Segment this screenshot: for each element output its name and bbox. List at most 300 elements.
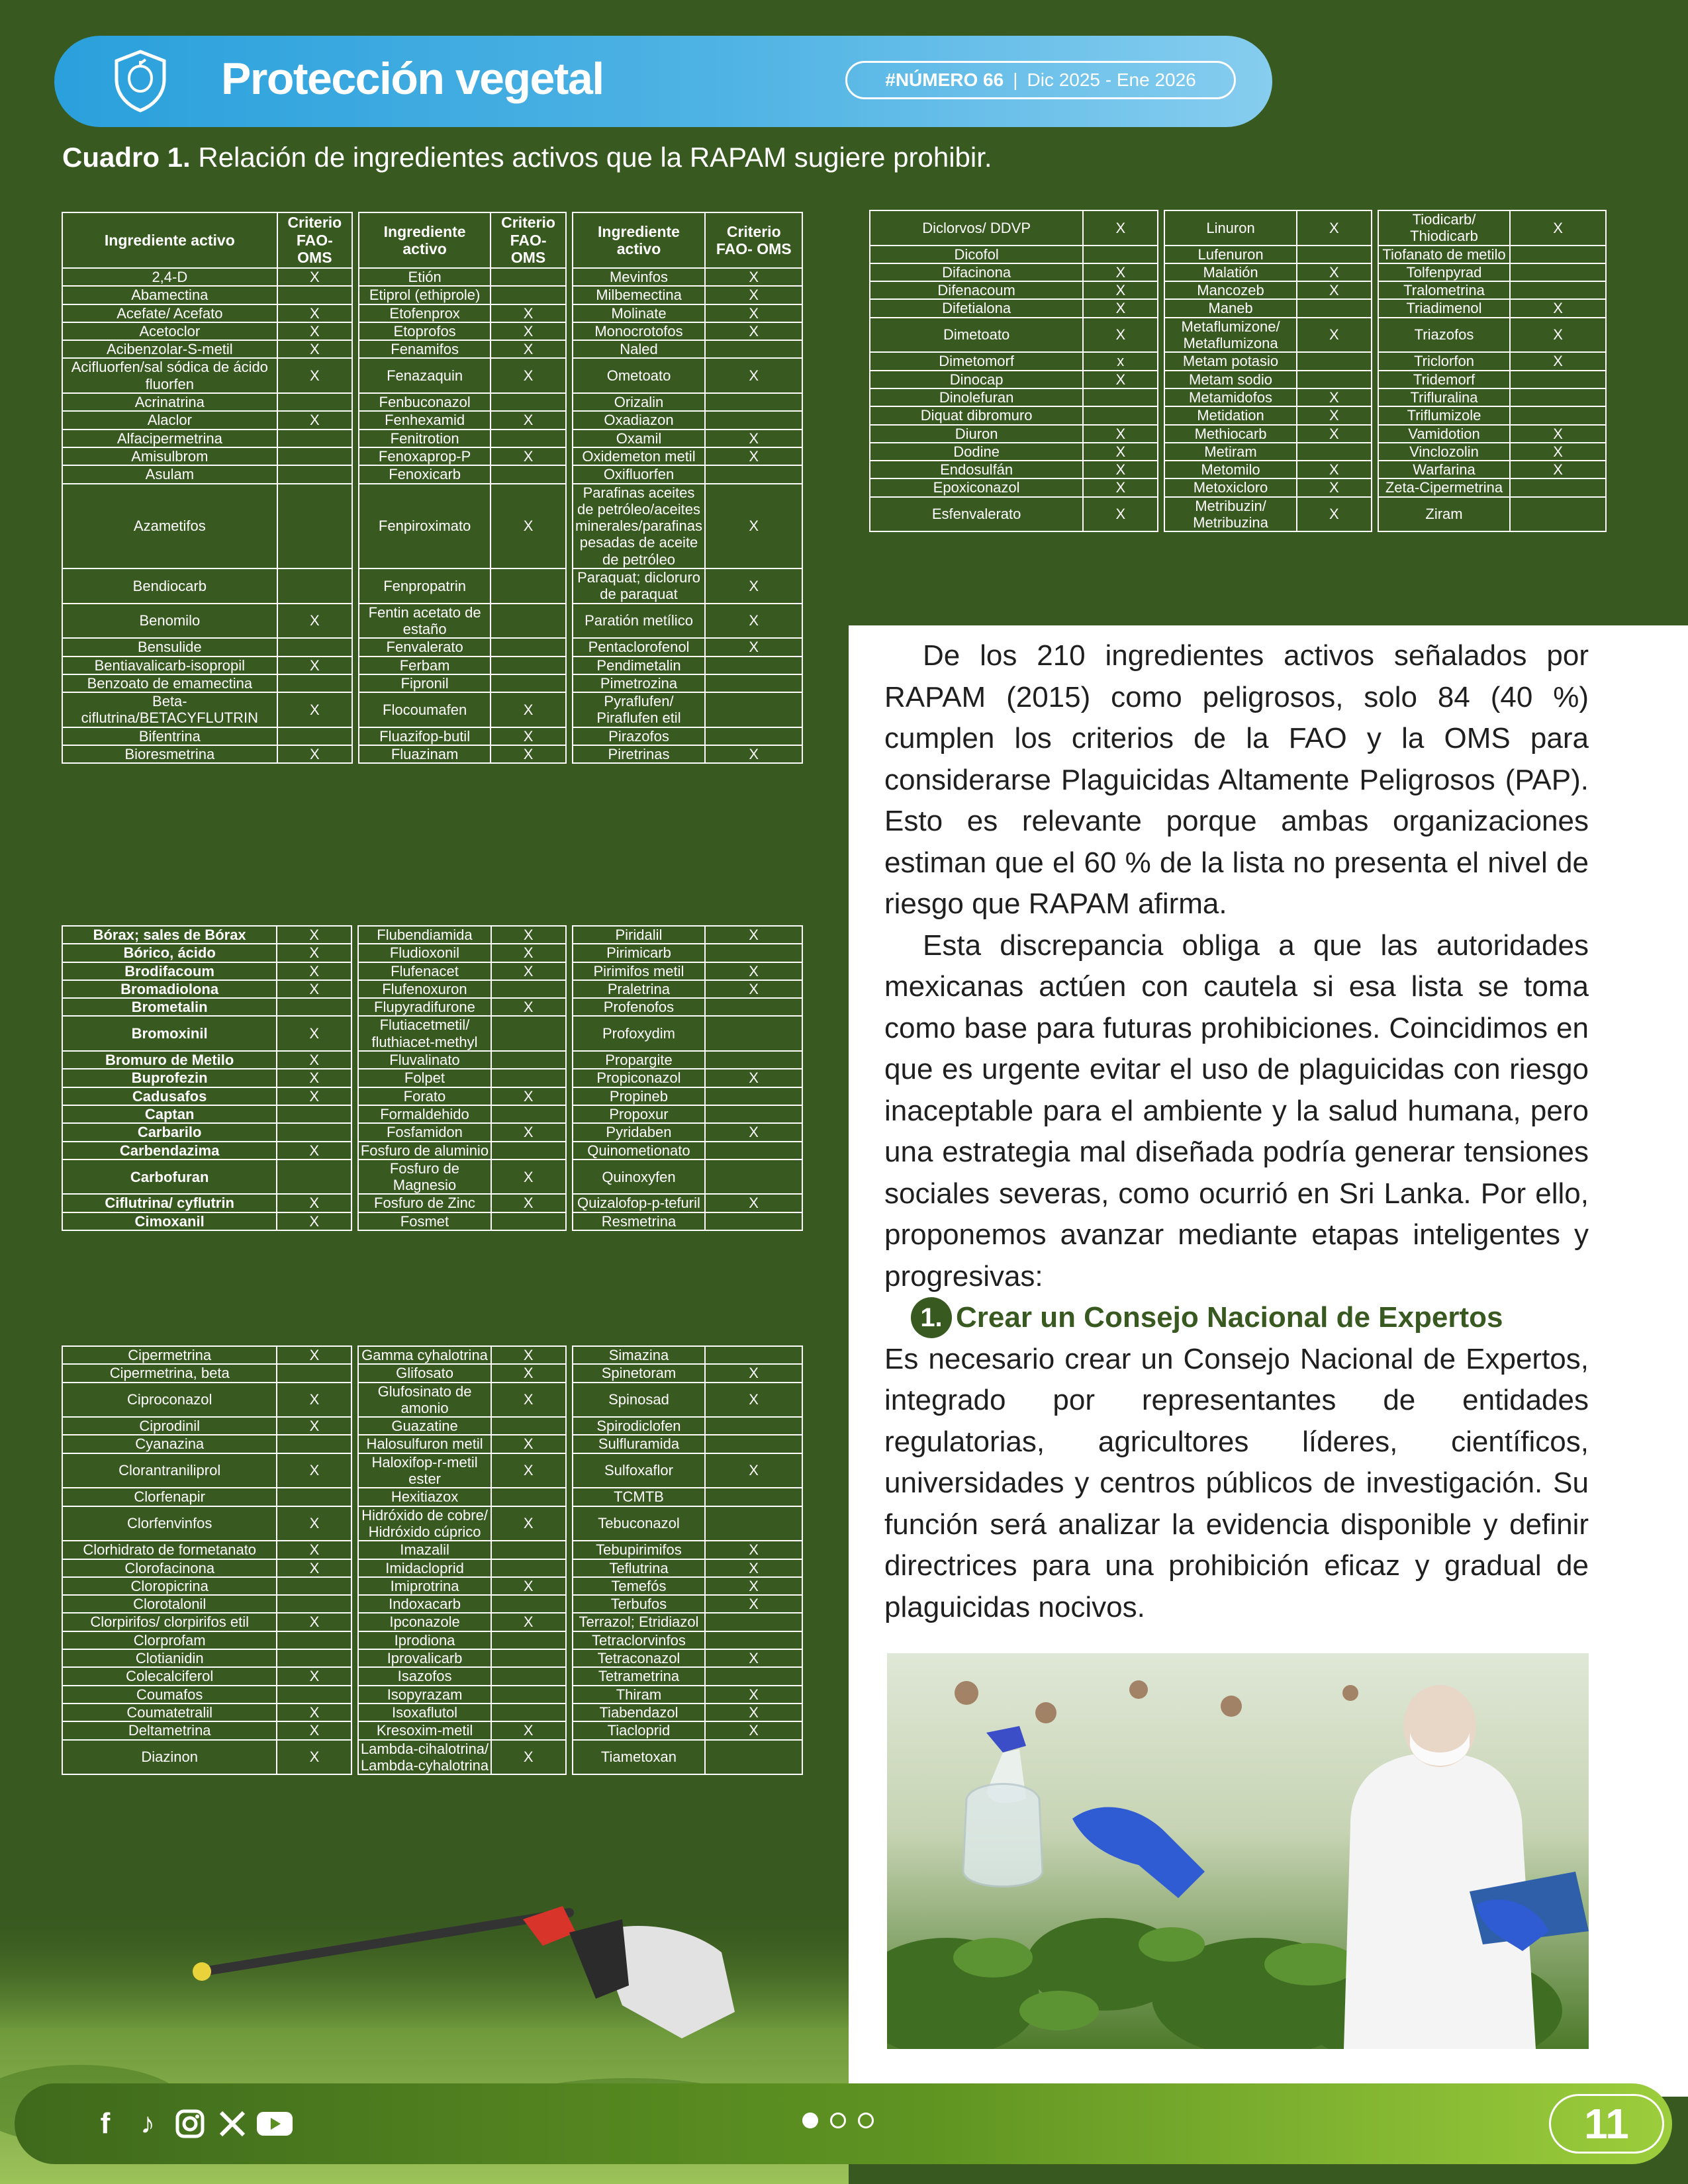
ingredient-cell: Fenoxaprop-P	[359, 447, 491, 465]
ingredient-cell: Bendiocarb	[62, 569, 277, 604]
criterion-cell	[705, 1667, 802, 1685]
criterion-cell: X	[1083, 299, 1158, 317]
ingredient-cell: Ciflutrina/ cyflutrin	[62, 1194, 277, 1212]
criterion-cell: X	[1510, 425, 1606, 443]
criterion-cell	[277, 1631, 352, 1649]
criterion-cell	[705, 674, 802, 692]
criterion-cell: X	[277, 322, 352, 340]
criterion-cell	[705, 692, 802, 727]
criterion-cell: X	[491, 1160, 566, 1195]
ingredient-cell: Ciprodinil	[62, 1417, 277, 1435]
table-row	[870, 371, 1606, 388]
table-row	[62, 393, 802, 411]
criterion-cell: X	[705, 1194, 802, 1212]
page-number: 11	[1549, 2094, 1664, 2154]
ingredient-cell: Fenvalerato	[359, 638, 491, 656]
criterion-cell	[277, 638, 352, 656]
ingredient-cell: Tralometrina	[1378, 281, 1510, 299]
ingredient-cell: Diquat dibromuro	[870, 406, 1083, 424]
criterion-cell	[277, 1595, 352, 1613]
criterion-cell	[1510, 281, 1606, 299]
ingredient-cell: Temefós	[573, 1577, 705, 1595]
criterion-cell: X	[491, 447, 565, 465]
criterion-cell: X	[1297, 478, 1372, 496]
ingredient-cell: Clorprofam	[62, 1631, 277, 1649]
criterion-cell: X	[1083, 281, 1158, 299]
ingredient-cell: Flocoumafen	[359, 692, 491, 727]
ingredient-cell: Fluvalinato	[358, 1051, 491, 1069]
issue-date: Dic 2025 - Ene 2026	[1027, 69, 1196, 90]
criterion-cell: X	[491, 926, 566, 944]
criterion-cell: X	[277, 1417, 352, 1435]
criterion-cell	[491, 1488, 566, 1506]
table-row	[62, 980, 802, 998]
ingredient-cell: Esfenvalerato	[870, 497, 1083, 532]
criterion-cell: X	[705, 322, 802, 340]
ingredient-cell: Terrazol; Etridiazol	[573, 1613, 705, 1631]
ingredient-cell: Metidation	[1164, 406, 1297, 424]
criterion-cell	[277, 1577, 352, 1595]
table-row	[870, 299, 1606, 317]
ingredient-cell: Lambda-cihalotrina/ Lambda-cyhalotrina	[358, 1740, 491, 1775]
ingredient-cell: Amisulbrom	[62, 447, 277, 465]
ingredient-cell: Profoxydim	[573, 1016, 706, 1051]
header-criterion: Criterio FAO- OMS	[705, 212, 802, 268]
criterion-cell: X	[1297, 406, 1372, 424]
criterion-cell	[491, 268, 565, 286]
issue-number: #NÚMERO 66	[885, 69, 1004, 90]
criterion-cell: X	[1083, 425, 1158, 443]
caption-label: Cuadro 1.	[62, 142, 191, 173]
criterion-cell: X	[1083, 263, 1158, 281]
ingredient-cell: Oxidemeton metil	[573, 447, 706, 465]
criterion-cell: X	[491, 1346, 566, 1364]
ingredient-cell: Gamma cyhalotrina	[358, 1346, 491, 1364]
criterion-cell	[491, 1069, 566, 1087]
ingredient-cell: Spinetoram	[573, 1364, 705, 1382]
criterion-cell: X	[491, 340, 565, 358]
ingredient-cell: Propiconazol	[573, 1069, 706, 1087]
ingredient-cell: Glufosinato de amonio	[358, 1383, 491, 1418]
table-caption	[62, 142, 992, 173]
criterion-cell	[1083, 388, 1158, 406]
ingredient-cell: Beta-ciflutrina/BETACYFLUTRIN	[62, 692, 277, 727]
criterion-cell: X	[277, 1142, 352, 1160]
ingredient-cell: Zeta-Cipermetrina	[1378, 478, 1510, 496]
ingredient-cell: Metribuzin/ Metribuzina	[1164, 497, 1297, 532]
ingredient-cell: Kresoxim-metil	[358, 1721, 491, 1739]
ingredient-cell: Bromoxinil	[62, 1016, 277, 1051]
table-row	[62, 1686, 802, 1704]
criterion-cell: X	[491, 1087, 566, 1105]
table-row	[62, 1488, 802, 1506]
ingredient-cell: Fenbuconazol	[359, 393, 491, 411]
criterion-cell: X	[277, 944, 352, 962]
ingredient-cell: Tiofanato de metilo	[1378, 246, 1510, 263]
criterion-cell: X	[705, 926, 802, 944]
ingredient-cell: Bensulide	[62, 638, 277, 656]
section-title: Protección vegetal	[221, 54, 604, 104]
table-row	[62, 1740, 802, 1775]
header-criterion: Criterio FAO- OMS	[491, 212, 565, 268]
ingredient-cell: Fenpropatrin	[359, 569, 491, 604]
criterion-cell: X	[705, 286, 802, 304]
table-row	[62, 340, 802, 358]
criterion-cell: X	[491, 727, 565, 745]
ingredient-cell: Benomilo	[62, 604, 277, 639]
ingredient-cell: Asulam	[62, 465, 277, 483]
ingredient-cell: Ipconazole	[358, 1613, 491, 1631]
ingredient-cell: Acibenzolar-S-metil	[62, 340, 277, 358]
table-row	[62, 1541, 802, 1559]
criterion-cell: X	[277, 1740, 352, 1775]
table-row	[62, 1346, 802, 1364]
table-row	[62, 1577, 802, 1595]
criterion-cell	[705, 1016, 802, 1051]
ingredient-cell: Deltametrina	[62, 1721, 277, 1739]
criterion-cell	[1510, 263, 1606, 281]
ingredient-cell: Triadimenol	[1378, 299, 1510, 317]
ingredient-cell: Piretrinas	[573, 745, 706, 763]
ingredient-cell: Abamectina	[62, 286, 277, 304]
criterion-cell: X	[705, 980, 802, 998]
criterion-cell	[1510, 497, 1606, 532]
ingredient-cell: Clorfenapir	[62, 1488, 277, 1506]
criterion-cell	[705, 1087, 802, 1105]
pager-dot[interactable]	[830, 2113, 846, 2128]
table-row	[62, 1142, 802, 1160]
table-row	[870, 281, 1606, 299]
criterion-cell	[705, 340, 802, 358]
ingredient-cell: Vamidotion	[1378, 425, 1510, 443]
criterion-cell: X	[1083, 497, 1158, 532]
criterion-cell	[1297, 443, 1372, 461]
criterion-cell	[491, 393, 565, 411]
criterion-cell: X	[491, 692, 565, 727]
ingredient-cell: Cloropicrina	[62, 1577, 277, 1595]
ingredient-cell: Colecalciferol	[62, 1667, 277, 1685]
ingredient-cell: Diazinon	[62, 1740, 277, 1775]
ingredient-cell: Bórico, ácido	[62, 944, 277, 962]
issue-separator: |	[1013, 69, 1018, 90]
criterion-cell	[491, 1649, 566, 1667]
ingredient-cell: Ziram	[1378, 497, 1510, 532]
tiktok-icon[interactable]: ♪	[140, 2107, 155, 2140]
criterion-cell: X	[705, 484, 802, 569]
ingredient-cell: Fentin acetato de estaño	[359, 604, 491, 639]
table-row	[62, 1016, 802, 1051]
ingredient-cell: Dicofol	[870, 246, 1083, 263]
ingredient-cell: Tetraclorvinfos	[573, 1631, 705, 1649]
table-row	[62, 430, 802, 447]
ingredient-cell: Fenitrotion	[359, 430, 491, 447]
page-indicator	[802, 2113, 874, 2128]
criterion-cell: X	[491, 998, 566, 1016]
ingredient-cell: Bifentrina	[62, 727, 277, 745]
criterion-cell: X	[705, 430, 802, 447]
criterion-cell	[277, 484, 352, 569]
table-row	[62, 1704, 802, 1721]
table-row	[62, 1453, 802, 1488]
criterion-cell: X	[705, 962, 802, 980]
criterion-cell	[491, 286, 565, 304]
criterion-cell: X	[491, 1740, 566, 1775]
criterion-cell: X	[705, 1577, 802, 1595]
criterion-cell	[705, 998, 802, 1016]
criterion-cell: X	[1083, 443, 1158, 461]
criterion-cell	[277, 1488, 352, 1506]
criterion-cell	[491, 1704, 566, 1721]
criterion-cell: X	[277, 304, 352, 322]
ingredient-cell: Pirimicarb	[573, 944, 706, 962]
ingredient-cell: Malatión	[1164, 263, 1297, 281]
ingredient-cell: Cipermetrina, beta	[62, 1364, 277, 1382]
criterion-cell	[277, 569, 352, 604]
ingredient-cell: Captan	[62, 1105, 277, 1123]
criterion-cell: X	[491, 1435, 566, 1453]
criterion-cell	[277, 1649, 352, 1667]
table-row	[62, 745, 802, 763]
ingredient-cell: Fosfuro de aluminio	[358, 1142, 491, 1160]
ingredient-cell: Tetraconazol	[573, 1649, 705, 1667]
criterion-cell: X	[1083, 210, 1158, 246]
table-row	[62, 1649, 802, 1667]
table-row	[62, 727, 802, 745]
table-row	[62, 1069, 802, 1087]
criterion-cell: X	[705, 745, 802, 763]
ingredient-cell: Paratión metílico	[573, 604, 706, 639]
ingredient-cell: Fosfuro de Magnesio	[358, 1160, 491, 1195]
ingredient-cell: Formaldehido	[358, 1105, 491, 1123]
table-row	[870, 210, 1606, 246]
criterion-cell: X	[1510, 443, 1606, 461]
ingredient-cell: Hidróxido de cobre/ Hidróxido cúprico	[358, 1506, 491, 1541]
ingredient-cell: Tiacloprid	[573, 1721, 705, 1739]
criterion-cell	[705, 1105, 802, 1123]
criterion-cell: X	[705, 1686, 802, 1704]
ingredient-cell: Benzoato de emamectina	[62, 674, 277, 692]
ingredient-cell: Tebuconazol	[573, 1506, 705, 1541]
ingredient-cell: Pyridaben	[573, 1123, 706, 1141]
ingredient-cell: Brometalin	[62, 998, 277, 1016]
criterion-cell	[491, 657, 565, 674]
ingredient-cell: Folpet	[358, 1069, 491, 1087]
pager-dot[interactable]	[802, 2113, 818, 2128]
criterion-cell	[491, 1212, 566, 1230]
criterion-cell: X	[277, 1704, 352, 1721]
instagram-icon[interactable]	[172, 2105, 208, 2143]
ingredient-cell: Molinate	[573, 304, 706, 322]
criterion-cell: X	[491, 1123, 566, 1141]
criterion-cell	[491, 1051, 566, 1069]
table-row	[62, 484, 802, 569]
ingredient-cell: Fenoxicarb	[359, 465, 491, 483]
table-row	[62, 268, 802, 286]
pager-dot[interactable]	[858, 2113, 874, 2128]
ingredient-cell: Bromuro de Metilo	[62, 1051, 277, 1069]
criterion-cell: X	[491, 1613, 566, 1631]
criterion-cell	[277, 286, 352, 304]
table-row	[870, 478, 1606, 496]
criterion-cell: X	[491, 411, 565, 429]
ingredient-cell: Haloxifop-r-metil ester	[358, 1453, 491, 1488]
table-row	[870, 461, 1606, 478]
criterion-cell: X	[277, 926, 352, 944]
table-row	[62, 322, 802, 340]
table-row	[62, 1105, 802, 1123]
x-icon[interactable]	[214, 2105, 250, 2143]
criterion-cell: X	[491, 1383, 566, 1418]
criterion-cell: X	[491, 358, 565, 393]
paragraph-2: Esta discrepancia obliga a que las autoridades mexicanas actúen con cautela si esa lista se toma como base para futuras prohibiciones. Coincidimos en que es urgente evitar el uso de plaguicidas con riesgo inaceptable para el ambiente y la salud humana, pero una estrategia mal diseñada podría generar tensiones sociales severas, como ocurrió en Sri Lanka. Por ello, proponemos avanzar mediante etapas inteligentes y progresivas:	[884, 929, 1589, 1293]
ingredients-table-4	[869, 210, 1607, 532]
criterion-cell: X	[491, 1364, 566, 1382]
table-row	[62, 286, 802, 304]
ingredient-cell: Bentiavalicarb-isopropil	[62, 657, 277, 674]
ingredient-cell: Ciproconazol	[62, 1383, 277, 1418]
ingredient-cell: Etiprol (ethiprole)	[359, 286, 491, 304]
ingredient-cell: Spinosad	[573, 1383, 705, 1418]
criterion-cell	[1510, 406, 1606, 424]
criterion-cell: X	[277, 692, 352, 727]
criterion-cell: X	[1510, 210, 1606, 246]
ingredient-cell: Acifluorfen/sal sódica de ácido fluorfen	[62, 358, 277, 393]
criterion-cell: X	[491, 304, 565, 322]
ingredient-cell: Clorfenvinfos	[62, 1506, 277, 1541]
scientist-photo	[887, 1653, 1589, 2049]
criterion-cell: X	[277, 1383, 352, 1418]
ingredient-cell: Hexitiazox	[358, 1488, 491, 1506]
ingredient-cell: Azametifos	[62, 484, 277, 569]
criterion-cell	[491, 465, 565, 483]
ingredient-cell: Buprofezin	[62, 1069, 277, 1087]
criterion-cell	[705, 944, 802, 962]
ingredient-cell: Dinocap	[870, 371, 1083, 388]
ingredient-cell: Fosmet	[358, 1212, 491, 1230]
ingredient-cell: Flufenoxuron	[358, 980, 491, 998]
criterion-cell	[491, 1686, 566, 1704]
criterion-cell: X	[491, 745, 565, 763]
table-row	[870, 352, 1606, 370]
criterion-cell: X	[277, 1051, 352, 1069]
criterion-cell: X	[277, 1541, 352, 1559]
table-row	[62, 692, 802, 727]
ingredient-cell: Clotianidin	[62, 1649, 277, 1667]
table-row	[62, 1721, 802, 1739]
ingredient-cell: Carbofuran	[62, 1160, 277, 1195]
criterion-cell: X	[277, 1506, 352, 1541]
table-row	[62, 638, 802, 656]
youtube-icon[interactable]	[257, 2105, 293, 2143]
table-row	[870, 406, 1606, 424]
ingredient-cell: Pirimifos metil	[573, 962, 706, 980]
ingredient-cell: Bromadiolona	[62, 980, 277, 998]
ingredient-cell: Acefate/ Acefato	[62, 304, 277, 322]
table-row	[62, 1631, 802, 1649]
table-row	[870, 263, 1606, 281]
criterion-cell	[705, 1160, 802, 1195]
ingredient-cell: Fludioxonil	[358, 944, 491, 962]
criterion-cell	[277, 1686, 352, 1704]
criterion-cell: X	[277, 1087, 352, 1105]
ingredient-cell: Fluazinam	[359, 745, 491, 763]
criterion-cell: X	[277, 340, 352, 358]
ingredient-cell: Flufenacet	[358, 962, 491, 980]
caption-text: Relación de ingredientes activos que la RAPAM sugiere prohibir.	[190, 142, 992, 173]
table-row	[62, 411, 802, 429]
ingredient-cell: Paraquat; dicloruro de paraquat	[573, 569, 706, 604]
ingredient-cell: Endosulfán	[870, 461, 1083, 478]
criterion-cell	[705, 657, 802, 674]
section-heading-title: Crear un Consejo Nacional de Expertos	[956, 1301, 1503, 1334]
table-row	[62, 447, 802, 465]
facebook-icon[interactable]: f	[100, 2107, 111, 2140]
article-body	[884, 635, 1589, 1628]
criterion-cell: X	[277, 1613, 352, 1631]
ingredient-cell: Epoxiconazol	[870, 478, 1083, 496]
table-row	[62, 1435, 802, 1453]
ingredient-cell: Terbufos	[573, 1595, 705, 1613]
criterion-cell: X	[277, 980, 352, 998]
criterion-cell: X	[1297, 318, 1372, 353]
table-row	[62, 1613, 802, 1631]
criterion-cell: X	[705, 1069, 802, 1087]
criterion-cell	[491, 1541, 566, 1559]
criterion-cell: X	[277, 1016, 352, 1051]
criterion-cell	[491, 1667, 566, 1685]
criterion-cell	[705, 411, 802, 429]
criterion-cell	[277, 1160, 352, 1195]
criterion-cell: X	[705, 447, 802, 465]
criterion-cell	[277, 1435, 352, 1453]
ingredient-cell: Halosulfuron metil	[358, 1435, 491, 1453]
ingredient-cell: Indoxacarb	[358, 1595, 491, 1613]
issue-badge	[845, 61, 1236, 99]
criterion-cell	[491, 1016, 566, 1051]
ingredient-cell: Iprovalicarb	[358, 1649, 491, 1667]
criterion-cell: X	[1297, 497, 1372, 532]
criterion-cell	[277, 465, 352, 483]
table-row	[62, 944, 802, 962]
criterion-cell	[277, 1105, 352, 1123]
ingredient-cell: Etoprofos	[359, 322, 491, 340]
ingredient-cell: Pirazofos	[573, 727, 706, 745]
criterion-cell	[705, 1346, 802, 1364]
ingredient-cell: Isoxaflutol	[358, 1704, 491, 1721]
table-row	[62, 1506, 802, 1541]
criterion-cell	[705, 1051, 802, 1069]
table-row	[870, 246, 1606, 263]
criterion-cell: X	[277, 1346, 352, 1364]
ingredients-table-2	[62, 925, 803, 1231]
ingredients-table-1	[62, 212, 803, 764]
criterion-cell	[705, 1506, 802, 1541]
criterion-cell: X	[491, 1506, 566, 1541]
ingredient-cell: Oxamil	[573, 430, 706, 447]
table-row	[62, 465, 802, 483]
criterion-cell: X	[277, 358, 352, 393]
ingredient-cell: Orizalin	[573, 393, 706, 411]
ingredient-cell: Tiametoxan	[573, 1740, 705, 1775]
ingredient-cell: Oxadiazon	[573, 411, 706, 429]
criterion-cell	[705, 465, 802, 483]
criterion-cell: X	[1297, 461, 1372, 478]
ingredient-cell: Naled	[573, 340, 706, 358]
criterion-cell	[705, 727, 802, 745]
criterion-cell: X	[277, 604, 352, 639]
table-row	[62, 1559, 802, 1577]
ingredient-cell: Parafinas aceites de petróleo/aceites minerales/parafinas pesadas de aceite de petróleo	[573, 484, 706, 569]
